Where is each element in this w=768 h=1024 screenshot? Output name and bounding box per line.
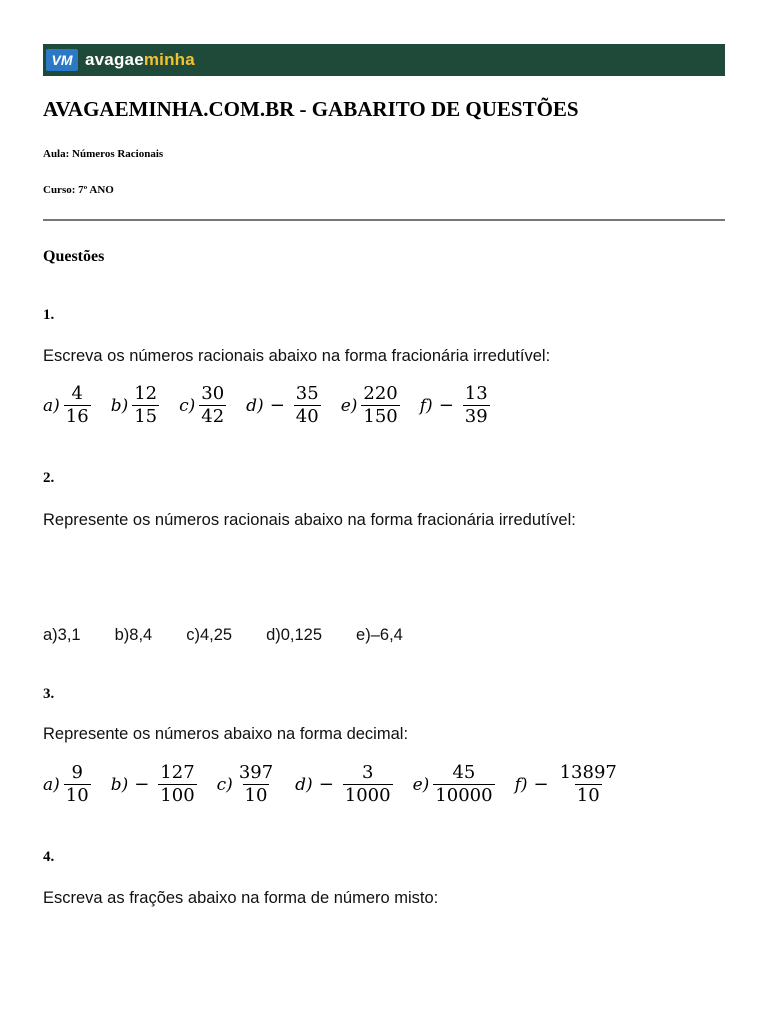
fraction-item: [295, 763, 392, 806]
numerator: 45: [452, 762, 476, 783]
question-2-number: 2.: [43, 470, 55, 486]
item-label: e): [340, 395, 358, 416]
fraction: [361, 384, 399, 427]
section-title: Questões: [43, 248, 105, 265]
fraction-item: [341, 384, 400, 427]
numerator: 12: [134, 383, 158, 404]
item-label: d): [246, 395, 264, 416]
item-label: f): [419, 395, 433, 416]
item-label: d): [295, 774, 313, 795]
fraction: [433, 763, 494, 806]
fraction: [237, 763, 275, 806]
fraction-item: [43, 384, 91, 427]
minus-sign: −: [533, 774, 549, 796]
numerator: 13897: [559, 762, 617, 783]
aula-label: Aula: Números Racionais: [43, 148, 164, 160]
numerator: 127: [160, 762, 195, 783]
fraction-item: [43, 763, 91, 806]
fraction-item: [515, 763, 619, 806]
page-title: AVAGAEMINHA.COM.BR - GABARITO DE QUESTÕES: [43, 97, 579, 121]
decimal-item: d)0,125: [266, 626, 323, 644]
denominator: 100: [160, 784, 195, 806]
fraction-item: [420, 384, 490, 427]
denominator: 10: [576, 784, 600, 806]
denominator: 10000: [435, 784, 493, 806]
question-1-text: Escreva os números racionais abaixo na forma fracionária irredutível:: [43, 347, 551, 365]
decimal-item: b)8,4: [114, 626, 153, 644]
item-label: b): [110, 774, 129, 795]
numerator: 397: [238, 762, 274, 783]
numerator: 30: [201, 383, 225, 404]
fraction-item: [111, 384, 159, 427]
fraction: [463, 384, 490, 427]
question-2-decimals: [43, 626, 437, 645]
numerator: 220: [363, 383, 398, 404]
brand-name-part1: avagae: [85, 50, 144, 69]
question-1-number: 1.: [43, 307, 55, 323]
question-4-number: 4.: [43, 849, 55, 865]
denominator: 1000: [344, 784, 391, 806]
item-label: b): [110, 395, 129, 416]
numerator: 35: [295, 383, 319, 404]
fraction: [132, 384, 159, 427]
denominator: 42: [201, 405, 225, 427]
denominator: 15: [134, 405, 158, 427]
question-2-text: Represente os números racionais abaixo na forma fracionária irredutível:: [43, 511, 576, 529]
denominator: 10: [65, 784, 89, 806]
minus-sign: −: [134, 774, 150, 796]
header-divider: [43, 219, 725, 221]
fraction-item: [413, 763, 495, 806]
numerator: 13: [464, 383, 488, 404]
item-label: c): [179, 395, 196, 416]
numerator: 4: [71, 383, 83, 404]
minus-sign: −: [318, 774, 334, 796]
denominator: 10: [244, 784, 268, 806]
denominator: 16: [65, 405, 89, 427]
item-label: a): [43, 395, 60, 416]
fraction-item: [179, 384, 226, 427]
fraction: [64, 763, 91, 806]
fraction-item: [111, 763, 197, 806]
denominator: 40: [295, 405, 319, 427]
denominator: 150: [363, 405, 398, 427]
question-3-number: 3.: [43, 686, 55, 702]
item-label: f): [514, 774, 528, 795]
decimal-item: e)–6,4: [356, 626, 403, 644]
fraction: [158, 763, 196, 806]
minus-sign: −: [438, 395, 454, 417]
fraction: [558, 763, 619, 806]
denominator: 39: [464, 405, 488, 427]
fraction: [64, 384, 91, 427]
fraction: [343, 763, 393, 806]
fraction: [294, 384, 321, 427]
vm-logo-icon: VM: [46, 49, 78, 71]
decimal-item: c)4,25: [186, 626, 233, 644]
minus-sign: −: [269, 395, 285, 417]
brand-name-part2: minha: [143, 50, 195, 69]
question-1-fractions: [43, 384, 510, 427]
curso-label: Curso: 7º ANO: [43, 184, 114, 196]
brand-header-bar: [43, 44, 725, 76]
question-4-text: Escreva as frações abaixo na forma de número misto:: [43, 889, 439, 907]
fraction-item: [217, 763, 276, 806]
item-label: e): [412, 774, 430, 795]
item-label: c): [216, 774, 233, 795]
brand-logo-text: [85, 50, 195, 70]
numerator: 3: [361, 762, 374, 783]
item-label: a): [43, 774, 60, 795]
decimal-item: a)3,1: [43, 626, 81, 644]
numerator: 9: [71, 762, 83, 783]
question-3-fractions: [43, 763, 639, 806]
fraction: [199, 384, 226, 427]
question-3-text: Represente os números abaixo na forma decimal:: [43, 725, 409, 743]
fraction-item: [246, 384, 321, 427]
